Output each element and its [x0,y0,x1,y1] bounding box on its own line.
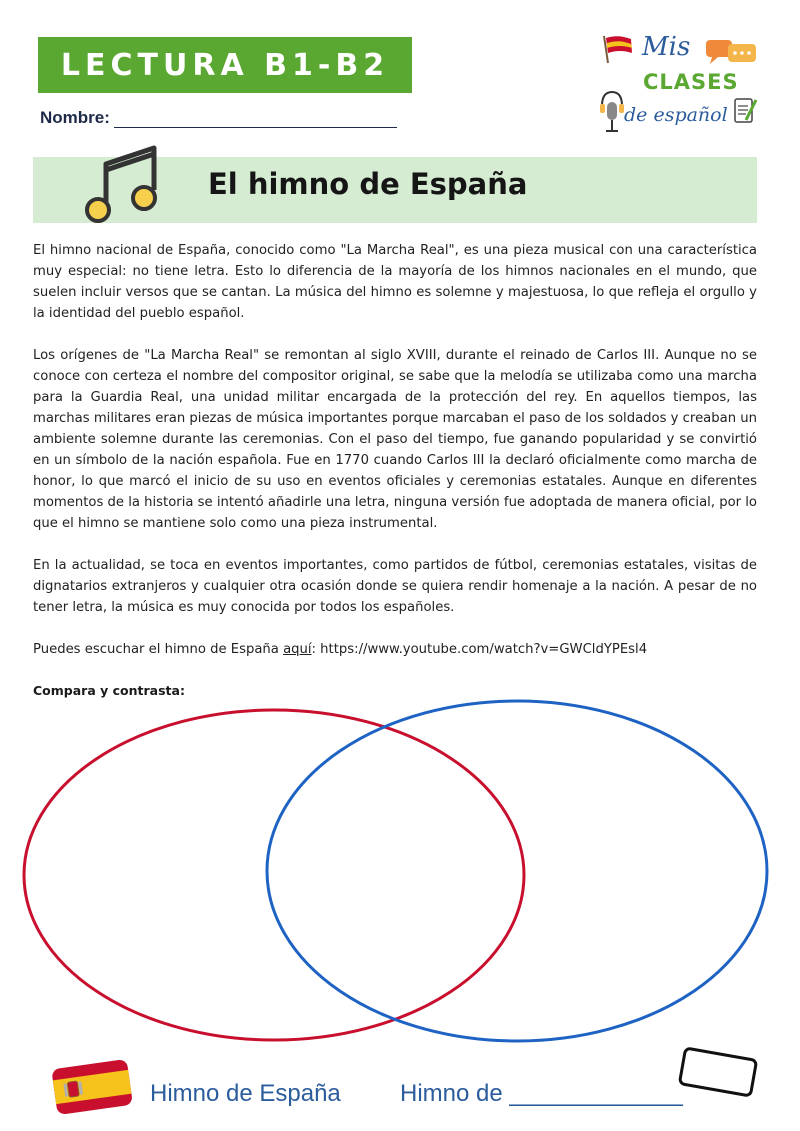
listen-url: : https://www.youtube.com/watch?v=GWCldYPEsl4 [311,642,648,657]
logo-line1: Mis [642,32,691,62]
name-field[interactable] [114,109,397,128]
venn-diagram [0,695,800,1055]
music-notes-icon [78,144,164,228]
listen-link[interactable]: aquí [283,642,312,657]
paragraph-1: El himno nacional de España, conocido como "La Marcha Real", es una pieza musical con una característica muy especial: no tiene letra. Esto lo diferencia de la mayoría de los himnos nacionales en el mundo, que suelen incluir versos que se cantan. La música del himno es solemne y majestuosa, lo que refleja el orgullo y la identidad del pueblo español. [33,243,757,321]
page-title: El himno de España [208,167,528,201]
logo [598,28,763,146]
logo-line2: CLASES [643,70,739,94]
logo-line3: de español [624,104,728,126]
name-label: Nombre: [40,108,110,127]
venn-right-label[interactable]: Himno de _____________ [400,1080,683,1107]
venn-left-circle[interactable] [24,710,524,1040]
paragraph-2: Los orígenes de "La Marcha Real" se remontan al siglo XVIII, durante el reinado de Carlos III. Aunque no se conoce con certeza el nombre del compositor original, se sabe que la melodía se utilizaba como una marcha para la Guardia Real, una unidad militar encargada de la protección del rey. En aquellos tiempos, las marchas militares eran piezas de música importantes porque marcaban el paso de los soldados y creaban un ambiente solemne durante las ceremonias. Con el paso del tiempo, fue ganando popularidad y se convirtió en un símbolo de la nación española. Fue en 1770 cuando Carlos III la declaró oficialmente como marcha de honor, lo que marcó el inicio de su uso en eventos oficiales y ceremonias estatales. Aunque en diferentes momentos de la historia se intentó añadirle una letra, ninguna versión fue adoptada de manera oficial, por lo que el himno se mantiene solo como una pieza instrumental. [33,348,757,531]
speech-bubbles-icon [704,36,760,68]
venn-right-circle[interactable] [267,701,767,1041]
reading-text [33,240,757,681]
level-label: LECTURA B1-B2 [60,47,390,83]
listen-line [33,639,757,660]
empty-frame-icon [676,1046,760,1098]
compare-label: Compara y contrasta: [33,683,185,698]
name-field-row [40,108,397,128]
level-badge [38,37,412,93]
spain-flag-icon [50,1056,134,1116]
spain-flag-icon [600,34,634,64]
venn-left-label: Himno de España [150,1080,341,1107]
paragraph-3: En la actualidad, se toca en eventos importantes, como partidos de fútbol, ceremonias estatales, visitas de dignatarios extranjeros y cualquier otra ocasión donde se quiera rendir homenaje a la nación. A pesar de no tener letra, la música es muy conocida por todos los españoles. [33,558,757,615]
listen-prefix: Puedes escuchar el himno de España [33,642,284,657]
notepad-icon [732,96,758,126]
microphone-icon [598,88,626,134]
